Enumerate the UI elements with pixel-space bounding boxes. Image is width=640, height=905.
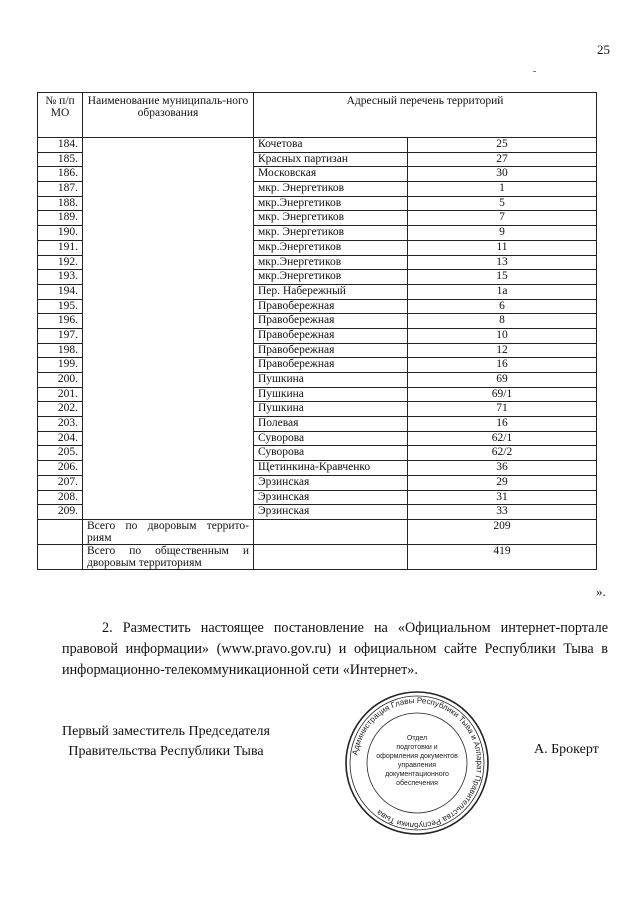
header-municipality: Наименование муниципаль-ного образования <box>83 93 254 138</box>
row-number: 198. <box>38 343 83 358</box>
row-number: 186. <box>38 167 83 182</box>
total-yards-label: Всего по дворовым террито- риям <box>83 519 254 544</box>
house-cell: 10 <box>408 328 597 343</box>
house-cell: 16 <box>408 358 597 373</box>
house-cell: 8 <box>408 314 597 329</box>
row-number: 199. <box>38 358 83 373</box>
row-number: 188. <box>38 196 83 211</box>
total-row-public <box>38 544 597 569</box>
row-number: 206. <box>38 461 83 476</box>
house-cell: 69/1 <box>408 387 597 402</box>
house-cell: 30 <box>408 167 597 182</box>
house-cell: 62/1 <box>408 431 597 446</box>
row-number: 201. <box>38 387 83 402</box>
house-cell: 36 <box>408 461 597 476</box>
row-number: 195. <box>38 299 83 314</box>
street-cell: Правобережная <box>254 343 408 358</box>
house-cell: 9 <box>408 226 597 241</box>
street-cell: Правобережная <box>254 328 408 343</box>
stamp-line-1: Отдел <box>406 735 428 742</box>
street-cell: Пер. Набережный <box>254 284 408 299</box>
house-cell: 15 <box>408 270 597 285</box>
row-number: 196. <box>38 314 83 329</box>
house-cell: 69 <box>408 373 597 388</box>
row-number: 184. <box>38 138 83 153</box>
scan-mark <box>533 71 536 72</box>
street-cell: мкр.Энергетиков <box>254 196 408 211</box>
stamp-ring-text: Администрация Главы Республики Тыва и Аппарат Правительства Республики Тыва <box>350 695 485 831</box>
house-cell: 5 <box>408 196 597 211</box>
house-cell: 31 <box>408 490 597 505</box>
row-number: 189. <box>38 211 83 226</box>
street-cell: Правобережная <box>254 299 408 314</box>
house-cell: 1а <box>408 284 597 299</box>
row-number: 185. <box>38 152 83 167</box>
street-cell: Красных партизан <box>254 152 408 167</box>
street-cell: Эрзинская <box>254 475 408 490</box>
row-number: 187. <box>38 182 83 197</box>
street-cell: Московская <box>254 167 408 182</box>
street-cell: Полевая <box>254 417 408 432</box>
house-cell: 16 <box>408 417 597 432</box>
row-number: 208. <box>38 490 83 505</box>
street-cell: мкр.Энергетиков <box>254 270 408 285</box>
total-yards-value: 209 <box>408 519 597 544</box>
stamp-line-4: управления <box>397 762 437 769</box>
row-number: 194. <box>38 284 83 299</box>
street-cell: мкр.Энергетиков <box>254 240 408 255</box>
header-address-list: Адресный перечень территорий <box>254 93 597 138</box>
paragraph-publish: 2. Разместить настоящее постановление на «Официальном интернет-портале правовой информации» (www.pravo.gov.ru) и официальном сайте Республики Тыва в информационно-телекоммуникационной сети «Интернет». <box>62 620 608 678</box>
house-cell: 27 <box>408 152 597 167</box>
table-row <box>38 138 597 153</box>
header-num: № п/п МО <box>38 93 83 138</box>
street-cell: Пушкина <box>254 402 408 417</box>
closing-quote: ». <box>596 584 606 599</box>
house-cell: 33 <box>408 505 597 520</box>
street-cell: Правобережная <box>254 314 408 329</box>
house-cell: 29 <box>408 475 597 490</box>
street-cell: мкр. Энергетиков <box>254 182 408 197</box>
house-cell: 1 <box>408 182 597 197</box>
total-public-value: 419 <box>408 544 597 569</box>
street-cell: Суворова <box>254 431 408 446</box>
table-header-row <box>38 93 597 138</box>
house-cell: 25 <box>408 138 597 153</box>
house-cell: 12 <box>408 343 597 358</box>
stamp-line-3: оформления документов <box>376 753 458 760</box>
street-cell: Суворова <box>254 446 408 461</box>
street-cell: Эрзинская <box>254 490 408 505</box>
street-cell: Правобережная <box>254 358 408 373</box>
row-number: 200. <box>38 373 83 388</box>
house-cell: 62/2 <box>408 446 597 461</box>
row-number: 202. <box>38 402 83 417</box>
page-number: 25 <box>597 42 610 57</box>
row-number: 190. <box>38 226 83 241</box>
street-cell: Эрзинская <box>254 505 408 520</box>
total-public-label: Всего по общественным и дворовым территориям <box>83 544 254 569</box>
row-number: 204. <box>38 431 83 446</box>
street-cell: Кочетова <box>254 138 408 153</box>
stamp-line-5: документационного <box>385 771 449 778</box>
row-number: 191. <box>38 240 83 255</box>
row-number: 192. <box>38 255 83 270</box>
house-cell: 6 <box>408 299 597 314</box>
street-cell: мкр. Энергетиков <box>254 226 408 241</box>
street-cell: Щетинкина-Кравченко <box>254 461 408 476</box>
street-cell: мкр.Энергетиков <box>254 255 408 270</box>
row-number: 193. <box>38 270 83 285</box>
row-number: 203. <box>38 417 83 432</box>
row-number: 197. <box>38 328 83 343</box>
house-cell: 7 <box>408 211 597 226</box>
street-cell: Пушкина <box>254 373 408 388</box>
stamp-line-6: обеспечения <box>396 780 438 787</box>
row-number: 207. <box>38 475 83 490</box>
house-cell: 71 <box>408 402 597 417</box>
signatory-name: А. Брокерт <box>534 742 599 757</box>
house-cell: 13 <box>408 255 597 270</box>
official-stamp <box>342 688 492 838</box>
address-table <box>37 92 597 570</box>
stamp-line-2: подготовки и <box>396 744 438 751</box>
total-row-yards <box>38 519 597 544</box>
municipality-cell <box>83 138 254 520</box>
row-number: 205. <box>38 446 83 461</box>
street-cell: мкр. Энергетиков <box>254 211 408 226</box>
house-cell: 11 <box>408 240 597 255</box>
row-number: 209. <box>38 505 83 520</box>
signatory-title: Первый заместитель Председателя Правительства Республики Тыва <box>62 724 270 759</box>
street-cell: Пушкина <box>254 387 408 402</box>
